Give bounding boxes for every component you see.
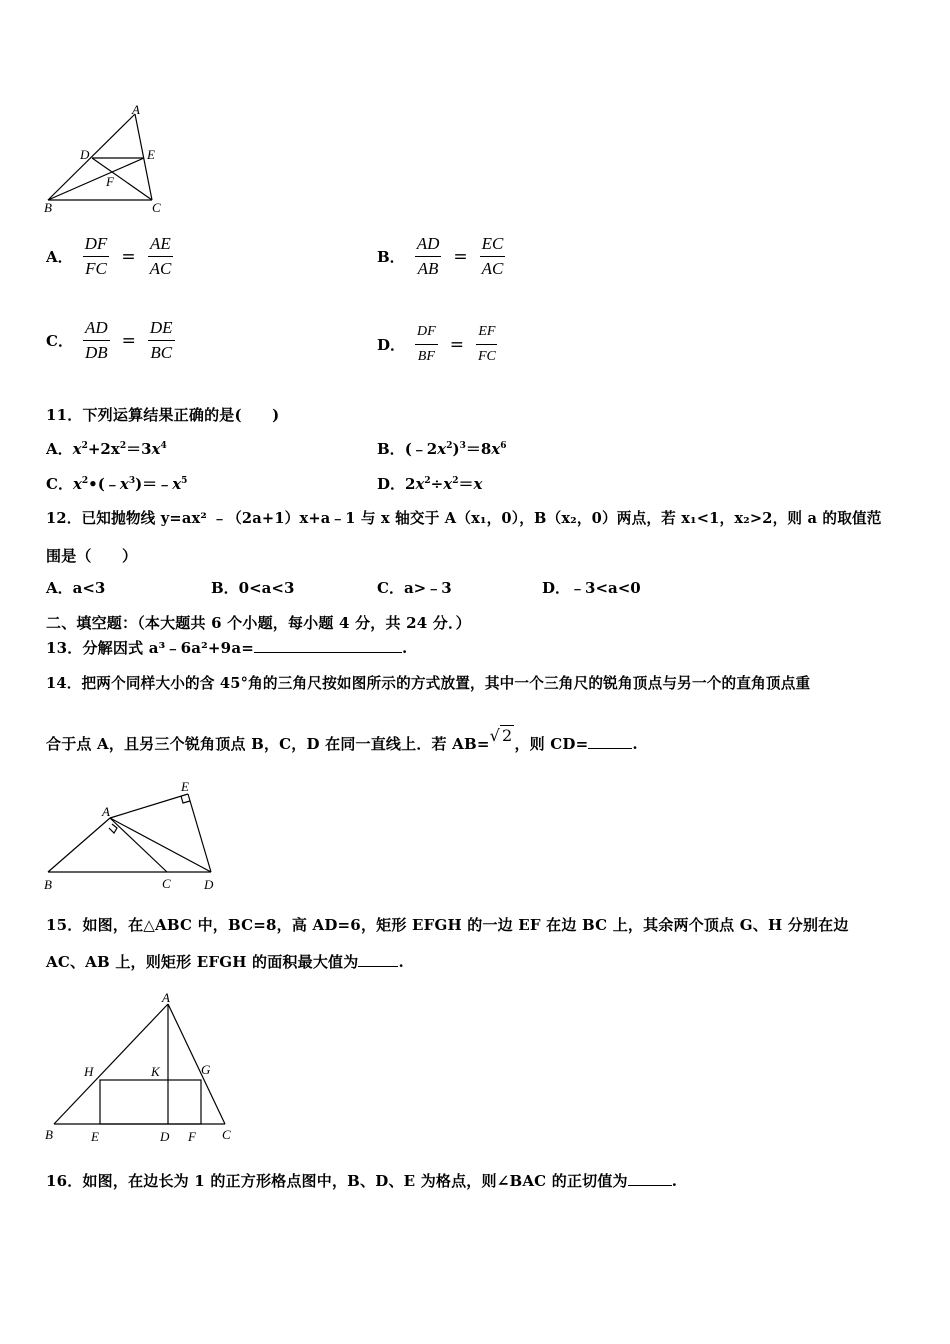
label-e: E: [181, 779, 189, 794]
answer-blank[interactable]: [588, 734, 632, 749]
label-h: H: [84, 1064, 94, 1079]
rectangle-efgh: [100, 1080, 201, 1124]
q10-option-a[interactable]: [46, 234, 173, 279]
label-g: G: [201, 1062, 211, 1077]
fraction-right: $\frac{EF}{FC}$: [477, 324, 496, 364]
label-c: C: [162, 876, 171, 891]
q13: 13．分解因式 a³﹣6a²+9a= .: [46, 639, 408, 657]
fraction-left: $\frac{DF}{BF}$: [417, 324, 436, 364]
label-a: A: [102, 804, 110, 819]
q12-stem-line1: 12．已知抛物线 y=ax² ﹣（2a+1）x+a﹣1 与 x 轴交于 A（x₁，0），B（x₂，0）两点，若 x₁<1，x₂>2，则 a 的取值范: [46, 510, 882, 527]
fraction-left: $\frac{AD}{DB}$: [84, 318, 108, 362]
label-b: B: [44, 200, 52, 215]
q12-option-c[interactable]: C．a>﹣3: [377, 579, 452, 597]
q11-option-b[interactable]: B．$(﹣2x^2)^3=8x^6$: [377, 440, 507, 458]
label-a: A: [162, 990, 170, 1005]
answer-blank[interactable]: [254, 638, 402, 653]
segment-dc: [92, 158, 152, 200]
label-a: A: [132, 104, 140, 117]
q12-option-b[interactable]: B．0<a<3: [211, 579, 295, 597]
side-ab: [48, 114, 135, 200]
right-angle-mark-a: [109, 824, 117, 833]
label-d: D: [204, 877, 214, 892]
equals-sign: =: [121, 330, 136, 351]
answer-blank[interactable]: [358, 952, 398, 967]
label-d: D: [160, 1129, 170, 1144]
equals-sign: =: [449, 334, 464, 355]
q16: 16．如图，在边长为 1 的正方形格点图中，B、D、E 为格点，则∠BAC 的正切值为 .: [46, 1172, 678, 1190]
side-ac: [168, 1004, 225, 1124]
triangle-rulers-figure-q14: [40, 778, 230, 896]
segment-ac: [110, 818, 167, 872]
fraction-right: $\frac{EC}{AC}$: [481, 234, 504, 278]
fraction-right: $\frac{DE}{BC}$: [149, 318, 173, 362]
segment-eb: [48, 158, 144, 200]
q10-option-c[interactable]: [46, 318, 175, 363]
label-e: E: [91, 1129, 99, 1144]
answer-blank[interactable]: [628, 1171, 672, 1186]
q12-option-d[interactable]: D．﹣3<a<0: [542, 579, 641, 597]
q11-option-d[interactable]: D．$2x^2\div x^2=x$: [377, 475, 483, 493]
q11-stem: 11．下列运算结果正确的是( ): [46, 406, 280, 424]
label-b: B: [44, 877, 52, 892]
q10-option-d[interactable]: [377, 322, 498, 367]
option-label: A．: [46, 248, 73, 266]
q14-line2: 合于点 A，且另三个锐角顶点 B，C，D 在同一直线上．若 AB=√ 2 ，则 CD= .: [46, 726, 638, 753]
equals-sign: =: [453, 246, 468, 267]
triangle-figure-q10: [40, 104, 170, 216]
label-f: F: [106, 174, 114, 189]
q16-stem: 16．如图，在边长为 1 的正方形格点图中，B、D、E 为格点，则∠BAC 的正切值为: [46, 1172, 628, 1190]
option-label: D．: [377, 336, 406, 354]
q11-option-a[interactable]: A．$x^2+2x^2=3x^4$: [46, 440, 167, 458]
label-d: D: [80, 147, 90, 162]
segment-ae: [110, 794, 188, 818]
label-k: K: [151, 1064, 160, 1079]
label-e: E: [147, 147, 155, 162]
segment-ba: [48, 818, 110, 872]
fraction-left: $\frac{DF}{FC}$: [84, 234, 108, 278]
sqrt-expression: √ 2: [489, 726, 513, 745]
q13-stem: 13．分解因式 a³﹣6a²+9a=: [46, 639, 255, 657]
q10-option-b[interactable]: [377, 234, 505, 279]
label-c: C: [152, 200, 161, 215]
triangle-rectangle-figure-q15: [40, 990, 240, 1150]
q11-option-c[interactable]: C．$x^2•(﹣x^3)=﹣x^5$: [46, 475, 188, 493]
q15-line1: 15．如图，在△ABC 中，BC=8，高 AD=6，矩形 EFGH 的一边 EF 在边 BC 上，其余两个顶点 G、H 分别在边: [46, 916, 849, 934]
label-c: C: [222, 1127, 231, 1142]
segment-ad: [110, 818, 211, 872]
segment-ed: [188, 794, 211, 872]
fraction-right: $\frac{AE}{AC}$: [149, 234, 172, 278]
q14-line1: 14．把两个同样大小的含 45°角的三角尺按如图所示的方式放置，其中一个三角尺的锐角顶点与另一个的直角顶点重: [46, 675, 811, 692]
q15-line2: AC、AB 上，则矩形 EFGH 的面积最大值为 .: [46, 953, 404, 971]
q12-stem-line2: 围是（ ）: [46, 547, 138, 565]
q12-option-a[interactable]: A．a<3: [46, 579, 106, 597]
section-2-heading: 二、填空题：（本大题共 6 个小题，每小题 4 分，共 24 分．）: [46, 614, 471, 632]
option-label: C．: [46, 332, 73, 350]
label-f: F: [188, 1129, 196, 1144]
option-label: B．: [377, 248, 405, 266]
fraction-left: $\frac{AD}{AB}$: [416, 234, 440, 278]
equals-sign: =: [121, 246, 136, 267]
label-b: B: [45, 1127, 53, 1142]
